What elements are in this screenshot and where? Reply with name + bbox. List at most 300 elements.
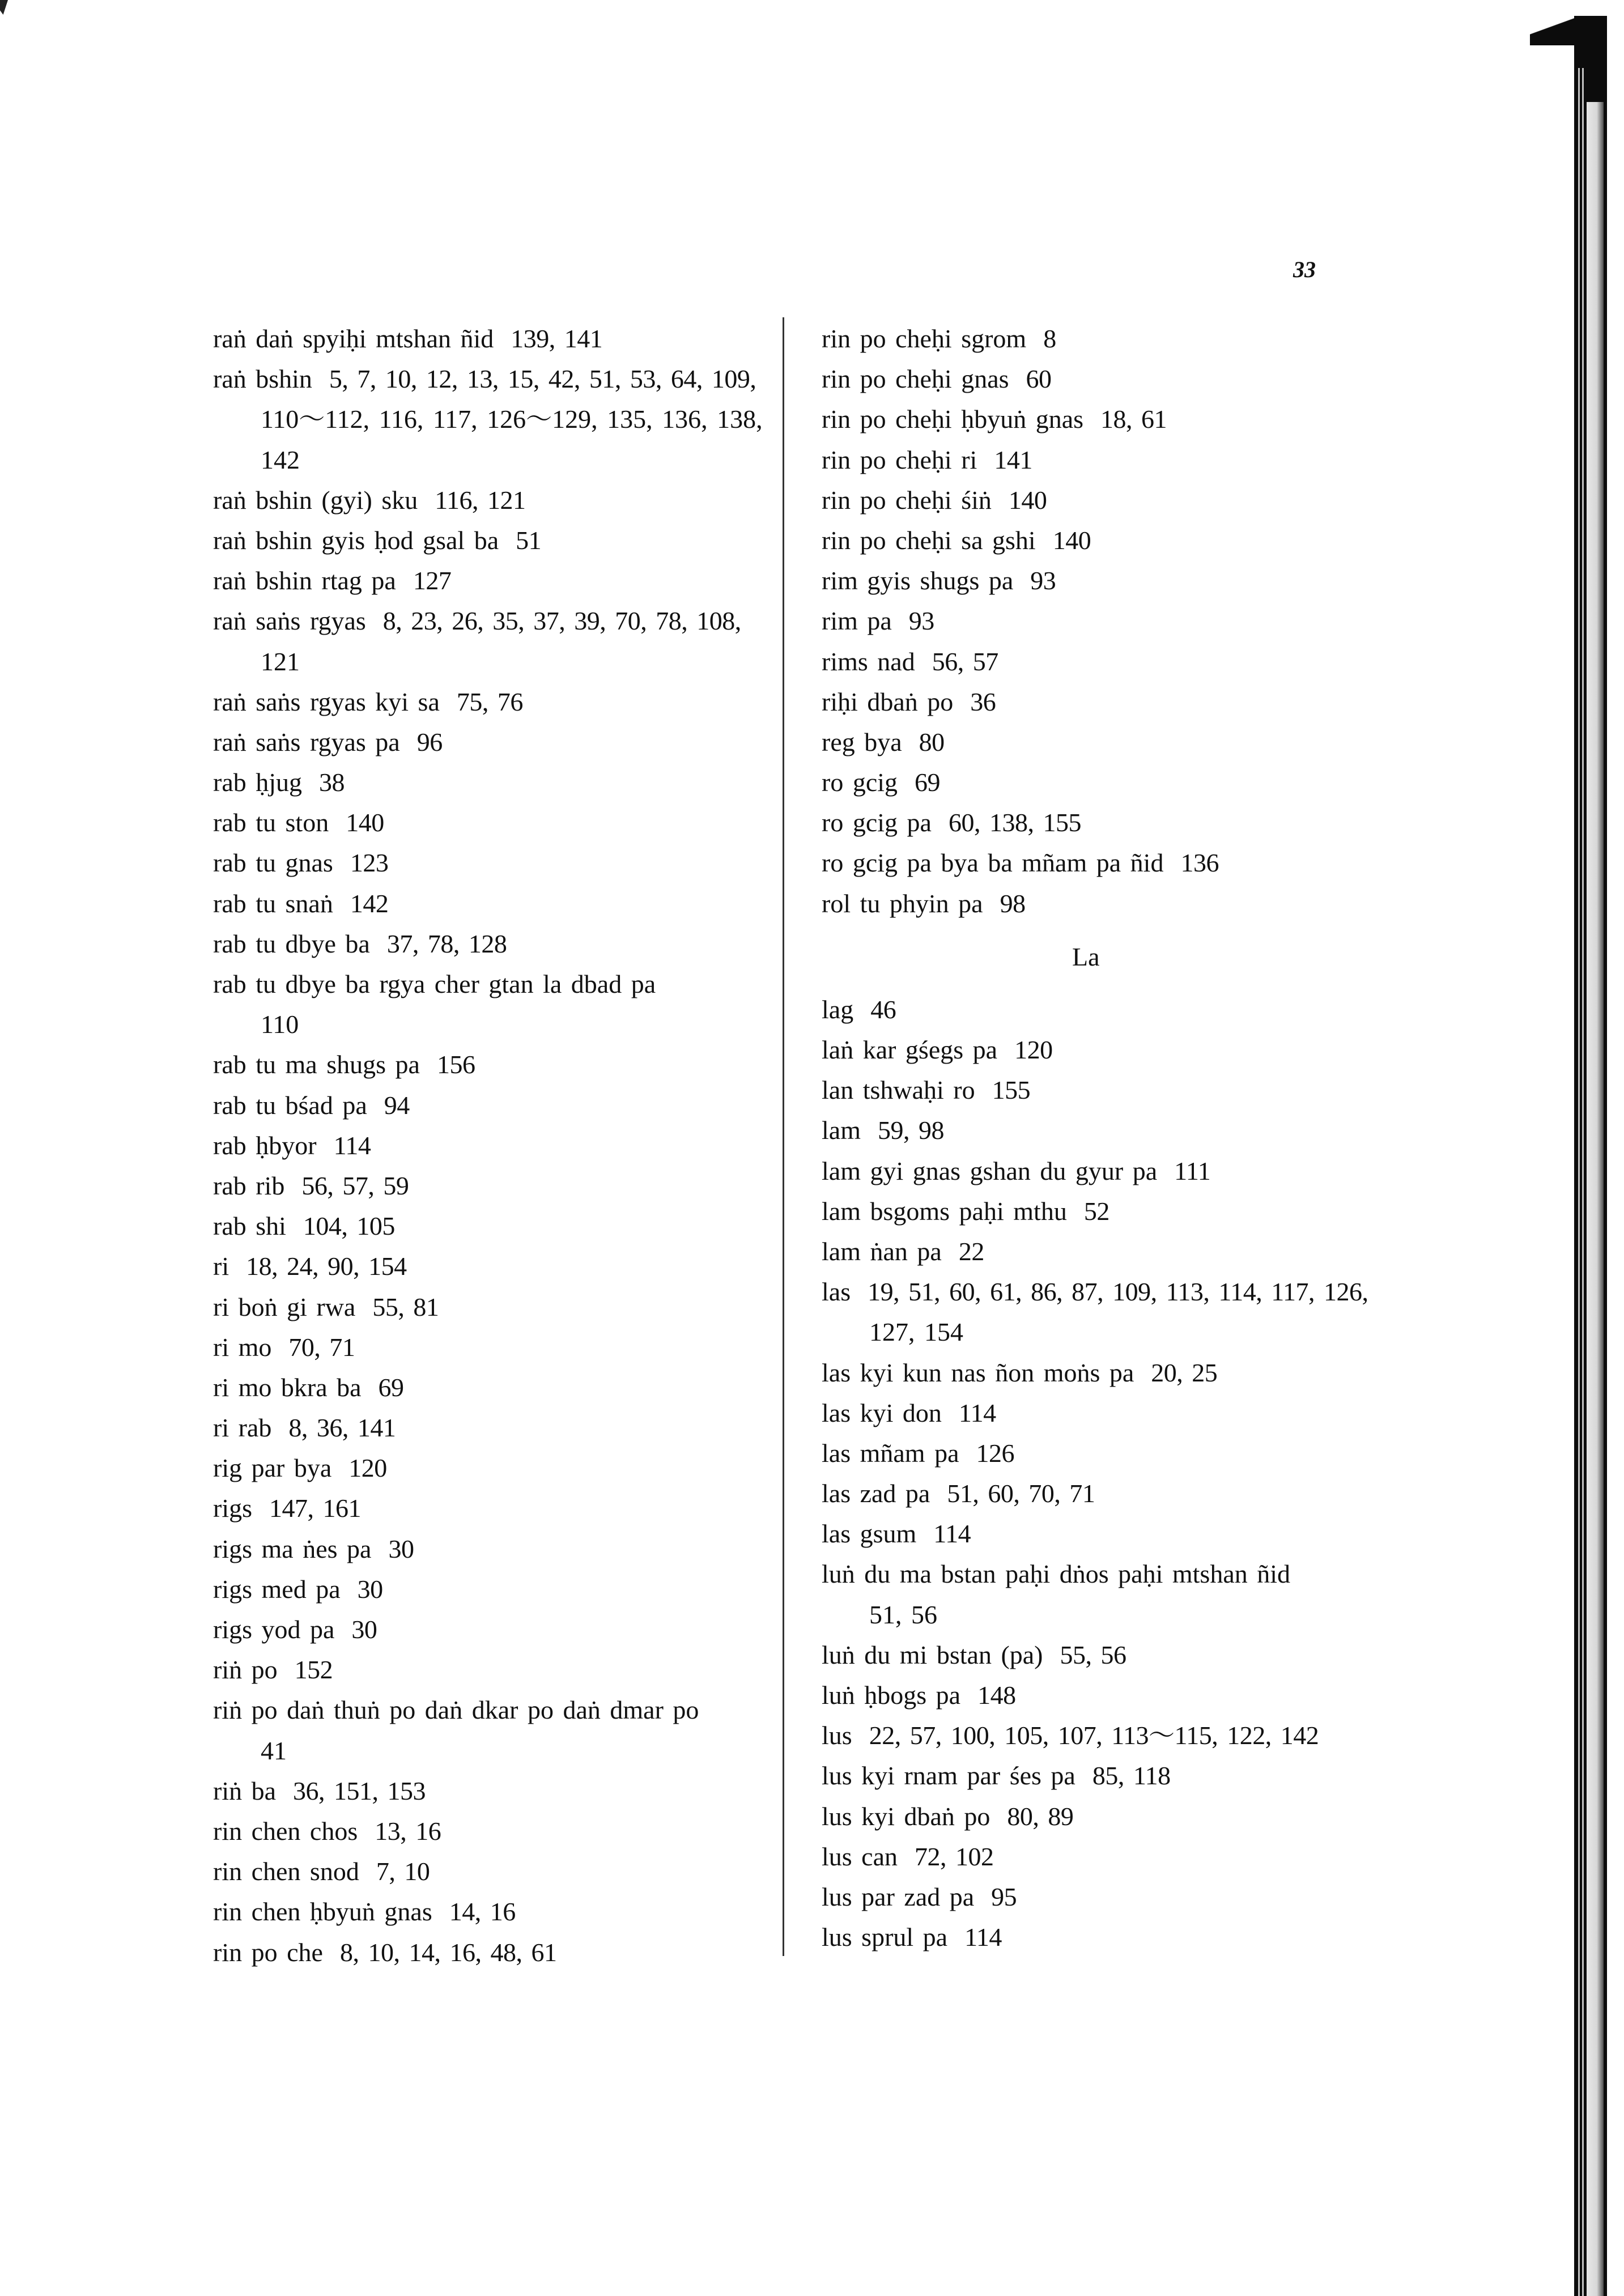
index-term: rin po cheḥi ḥbyuṅ gnas [822, 405, 1084, 434]
index-entry-line [213, 1569, 757, 1609]
index-term: lag [822, 994, 854, 1024]
page-references: 114 [333, 1130, 371, 1160]
page-references: 80, 89 [1007, 1801, 1074, 1831]
page-references: 30 [351, 1615, 377, 1644]
index-term: rin po cheḥi sa gshi [822, 525, 1036, 555]
index-entry-line [822, 1393, 1388, 1433]
index-entry-line [822, 1191, 1388, 1231]
index-term: las gsum [822, 1519, 917, 1549]
page-references: 20, 25 [1151, 1358, 1218, 1387]
page-references: 75, 76 [456, 687, 523, 716]
index-term: rab tu snaṅ [213, 888, 333, 918]
index-entry [822, 1917, 1388, 1957]
index-entry [822, 989, 1388, 1030]
index-entry [213, 1044, 757, 1085]
page-references: 114 [958, 1398, 996, 1427]
index-entry [822, 1191, 1388, 1231]
index-term: rol tu phyin pa [822, 888, 983, 918]
index-entry-line [822, 1433, 1388, 1473]
index-entry [822, 802, 1388, 843]
index-term: rigs ma ṅes pa [213, 1534, 372, 1563]
index-entry-line [213, 1166, 757, 1206]
index-term: rim gyis shugs pa [822, 566, 1014, 596]
index-entry [213, 722, 757, 762]
index-entry [822, 520, 1388, 560]
page-references: 36, 151, 153 [293, 1776, 426, 1805]
index-entry [213, 1408, 757, 1448]
page-references: 142 [350, 888, 389, 918]
index-entry [822, 1715, 1388, 1755]
index-entry [822, 1353, 1388, 1393]
index-term: lam bsgoms paḥi mthu [822, 1196, 1067, 1226]
index-entry-line [822, 318, 1388, 359]
index-entry [822, 359, 1388, 399]
index-entry-line [822, 989, 1388, 1030]
page-references: 111 [1174, 1156, 1211, 1185]
index-term: rin chen ḥbyuṅ gnas [213, 1897, 432, 1927]
index-term: rab tu dbye ba rgya cher gtan la dbad pa [213, 970, 656, 998]
page-references: 30 [388, 1534, 414, 1563]
index-entry [213, 1690, 757, 1770]
page-references: 60 [1026, 364, 1052, 394]
page-references-continued: 127, 154 [869, 1317, 963, 1347]
page-references-continued: 110 [261, 1010, 299, 1039]
page-references-continued: 142 [261, 445, 300, 474]
index-entry-line [213, 1649, 757, 1690]
index-entry [213, 1287, 757, 1327]
index-entry-line [822, 1030, 1388, 1070]
index-entry-line [213, 1932, 757, 1972]
page-references: 148 [977, 1681, 1016, 1710]
index-term: las kyi don [822, 1398, 942, 1427]
index-entry-line [213, 1125, 757, 1166]
index-term: riṅ ba [213, 1776, 277, 1805]
index-entry [213, 1609, 757, 1649]
page-references: 136 [1180, 848, 1219, 878]
index-entry-line [213, 318, 757, 359]
index-term: lus kyi rnam par śes pa [822, 1761, 1075, 1791]
index-entry-line [213, 964, 757, 1004]
index-entry [213, 1367, 757, 1408]
index-entry [213, 1448, 757, 1488]
page-references-continued: 121 [261, 647, 300, 676]
index-entry-line [822, 722, 1388, 762]
index-term: raṅ saṅs rgyas kyi sa [213, 687, 440, 716]
index-term: luṅ du ma bstan paḥi dṅos paḥi mtshan ñid [822, 1559, 1291, 1589]
scan-edge-fade [1587, 102, 1604, 2296]
index-entry [822, 1110, 1388, 1150]
index-entry-line [822, 1755, 1388, 1796]
index-entry [213, 1851, 757, 1891]
page-references: 69 [915, 768, 941, 797]
index-entry [213, 1891, 757, 1932]
index-entry [822, 843, 1388, 883]
page-references: 55, 56 [1060, 1640, 1126, 1669]
index-entry [822, 318, 1388, 359]
index-term: laṅ kar gśegs pa [822, 1035, 998, 1064]
index-term: luṅ du mi bstan (pa) [822, 1640, 1043, 1669]
index-term: riṅ po daṅ thuṅ po daṅ dkar po daṅ dmar po [213, 1695, 699, 1725]
index-term: lus sprul pa [822, 1923, 948, 1952]
page-references: 96 [416, 727, 443, 756]
index-entry-line [822, 560, 1388, 601]
index-term: ri boṅ gi rwa [213, 1292, 356, 1321]
index-entry [822, 1513, 1388, 1554]
page-references: 141 [994, 445, 1032, 474]
index-entry [822, 1675, 1388, 1715]
column-divider [783, 317, 784, 1956]
index-term: rab tu bśad pa [213, 1090, 367, 1120]
page-references: 93 [908, 606, 934, 636]
index-entry [213, 682, 757, 722]
index-entry-line [213, 1771, 757, 1811]
page-references: 93 [1030, 566, 1056, 596]
index-term: rab shi [213, 1211, 286, 1241]
index-entry-line [213, 359, 757, 399]
page-references: 155 [992, 1075, 1031, 1105]
index-entry-line [822, 1231, 1388, 1272]
index-entry-line [822, 601, 1388, 641]
page-references: 37, 78, 128 [386, 929, 507, 958]
index-term: lam ṅan pa [822, 1236, 942, 1266]
index-entry-line [213, 1891, 757, 1932]
index-entry [213, 520, 757, 560]
index-entry [213, 802, 757, 843]
index-entry-line [213, 520, 757, 560]
index-entry-line [213, 722, 757, 762]
page-references: 51 [516, 525, 542, 555]
index-term: reg bya [822, 727, 902, 756]
page-references: 8, 36, 141 [288, 1413, 396, 1443]
page-references: 126 [976, 1438, 1014, 1468]
index-term: lus kyi dbaṅ po [822, 1801, 990, 1831]
index-entry [822, 1272, 1388, 1352]
index-entry [822, 440, 1388, 480]
index-entry-line [822, 1353, 1388, 1393]
page-references: 156 [436, 1050, 475, 1079]
index-entry [213, 1649, 757, 1690]
index-entry-line [213, 560, 757, 601]
index-entry [213, 762, 757, 802]
index-term: ri mo [213, 1332, 272, 1362]
index-term: rim pa [822, 606, 892, 636]
index-entry [822, 1554, 1388, 1634]
index-entry-line [213, 1367, 757, 1408]
index-term: raṅ saṅs rgyas pa [213, 727, 400, 756]
index-entry [822, 1433, 1388, 1473]
page-references: 19, 51, 60, 61, 86, 87, 109, 113, 114, 117, 126, [868, 1277, 1368, 1307]
index-term: rab rib [213, 1171, 285, 1200]
index-entry-line [213, 1085, 757, 1125]
index-entry-line [213, 924, 757, 964]
index-entry-line [213, 802, 757, 843]
index-entry-line [213, 1488, 757, 1528]
index-entry-line [822, 1110, 1388, 1150]
page-references: 140 [346, 808, 384, 837]
page-references: 140 [1008, 485, 1047, 515]
page-references: 116, 121 [435, 485, 526, 515]
index-entry [213, 883, 757, 924]
index-entry-line [822, 762, 1388, 802]
page-references: 114 [964, 1923, 1002, 1952]
index-term: rigs med pa [213, 1574, 341, 1604]
index-entry [822, 1877, 1388, 1917]
page-references: 18, 24, 90, 154 [246, 1252, 407, 1281]
index-entry [822, 1030, 1388, 1070]
index-entry-line [822, 1796, 1388, 1836]
index-entry [213, 480, 757, 520]
page-references: 94 [384, 1090, 410, 1120]
index-entry [213, 924, 757, 964]
page-references: 120 [1014, 1035, 1053, 1064]
index-term: ri [213, 1252, 229, 1281]
index-entry [822, 1070, 1388, 1110]
index-entry-line [213, 1811, 757, 1851]
index-entry-line [822, 1715, 1388, 1755]
page-references: 14, 16 [449, 1897, 516, 1927]
page-references: 8 [1043, 324, 1056, 353]
scan-corner-mark [0, 0, 8, 15]
page-references: 59, 98 [877, 1116, 944, 1145]
index-entry-line [213, 601, 757, 641]
index-entry-line [822, 641, 1388, 682]
index-entry [822, 1393, 1388, 1433]
index-term: las mñam pa [822, 1438, 959, 1468]
index-entry [822, 560, 1388, 601]
index-entry-line [213, 480, 757, 520]
index-term: rin chen snod [213, 1857, 359, 1886]
index-entry [822, 1231, 1388, 1272]
page-references: 18, 61 [1100, 405, 1167, 434]
index-entry [213, 560, 757, 601]
page-references: 8, 10, 14, 16, 48, 61 [339, 1937, 557, 1967]
index-entry-line [822, 399, 1388, 439]
index-column-right [822, 318, 1388, 1957]
page-references: 55, 81 [372, 1292, 439, 1321]
index-term: ro gcig pa [822, 808, 932, 837]
index-entry [822, 762, 1388, 802]
index-entry-line [213, 1408, 757, 1448]
index-entry [822, 883, 1388, 924]
index-entry [213, 318, 757, 359]
index-entry [822, 1473, 1388, 1513]
index-entry-line [822, 359, 1388, 399]
index-entry-line [213, 1851, 757, 1891]
index-term: lus par zad pa [822, 1882, 975, 1911]
index-term: rab tu ston [213, 808, 329, 837]
index-entry-line [822, 843, 1388, 883]
index-entry-line [213, 1529, 757, 1569]
index-term: las kyi kun nas ñon moṅs pa [822, 1358, 1134, 1387]
page-references: 95 [991, 1882, 1017, 1911]
index-entry [213, 843, 757, 883]
index-entry-line [213, 682, 757, 722]
index-term: luṅ ḥbogs pa [822, 1681, 961, 1710]
index-term: ro gcig pa bya ba mñam pa ñid [822, 848, 1164, 878]
index-term: rab tu gnas [213, 848, 333, 878]
index-term: raṅ daṅ spyiḥi mtshan ñid [213, 324, 494, 353]
index-term: raṅ bshin (gyi) sku [213, 485, 418, 515]
index-term: rin chen chos [213, 1816, 358, 1846]
index-entry [822, 399, 1388, 439]
page-references: 114 [933, 1519, 971, 1549]
index-entry-line [822, 1635, 1388, 1675]
index-entry [822, 1836, 1388, 1877]
scan-edge-line [1578, 68, 1580, 2296]
index-entry-line [213, 1327, 757, 1367]
page-references: 123 [350, 848, 389, 878]
index-entry-line [822, 480, 1388, 520]
index-term: raṅ bshin gyis ḥod gsal ba [213, 525, 499, 555]
index-entry [213, 1085, 757, 1125]
index-term: rab ḥbyor [213, 1130, 317, 1160]
index-entry-line [822, 1675, 1388, 1715]
page-references: 38 [319, 768, 345, 797]
page-references: 22 [958, 1236, 984, 1266]
page-references-continued: 110～112, 116, 117, 126～129, 135, 136, 138, [261, 405, 763, 434]
page-references: 51, 60, 70, 71 [947, 1479, 1095, 1508]
page-references: 152 [294, 1655, 333, 1685]
page-references: 80 [919, 727, 945, 756]
index-term: rigs yod pa [213, 1615, 335, 1644]
index-entry-line [822, 883, 1388, 924]
index-entry-line [822, 802, 1388, 843]
index-entry [213, 1569, 757, 1609]
index-term: rin po che [213, 1937, 323, 1967]
index-entry-line [822, 1917, 1388, 1957]
index-term: raṅ saṅs rgyas [213, 606, 366, 636]
page-references: 30 [357, 1574, 383, 1604]
page-references: 8, 23, 26, 35, 37, 39, 70, 78, 108, [382, 606, 741, 636]
index-entry [213, 1811, 757, 1851]
index-entry-line [822, 1070, 1388, 1110]
index-term: rig par bya [213, 1453, 332, 1483]
index-term: lus [822, 1721, 852, 1750]
index-entry-line [213, 843, 757, 883]
page-references: 139, 141 [511, 324, 603, 353]
index-entry [213, 1932, 757, 1972]
index-entry [213, 601, 757, 681]
index-term: rab tu ma shugs pa [213, 1050, 420, 1079]
index-entry [822, 1635, 1388, 1675]
index-term: rab tu dbye ba [213, 929, 370, 958]
page-references: 22, 57, 100, 105, 107, 113～115, 122, 142 [869, 1721, 1319, 1750]
index-term: ri mo bkra ba [213, 1372, 362, 1402]
index-entry [213, 1488, 757, 1528]
index-entry-line [822, 520, 1388, 560]
page-references: 52 [1083, 1196, 1109, 1226]
index-entry [822, 722, 1388, 762]
index-entry [213, 359, 763, 480]
index-entry [213, 1206, 757, 1246]
page-references: 69 [378, 1372, 404, 1402]
page-references: 147, 161 [269, 1494, 361, 1523]
index-entry [822, 1151, 1388, 1191]
index-entry-line [213, 883, 757, 924]
page-references: 56, 57 [932, 647, 998, 676]
index-entry [213, 964, 757, 1044]
index-term: las [822, 1277, 851, 1307]
index-entry-line [213, 1609, 757, 1649]
page-number: 33 [1293, 257, 1316, 282]
index-entry-line [822, 1151, 1388, 1191]
index-entry-line [822, 1272, 1388, 1312]
index-term: riṅ po [213, 1655, 278, 1685]
index-entry [213, 1771, 757, 1811]
page-references: 127 [413, 566, 452, 596]
index-entry [822, 1755, 1388, 1796]
index-entry-line [213, 1690, 757, 1730]
index-term: rin po cheḥi sgrom [822, 324, 1027, 353]
index-term: rin po cheḥi śiṅ [822, 485, 992, 515]
page-references: 5, 7, 10, 12, 13, 15, 42, 51, 53, 64, 109, [329, 364, 756, 394]
index-term: raṅ bshin rtag pa [213, 566, 396, 596]
index-entry-line [213, 762, 757, 802]
index-entry-line [822, 440, 1388, 480]
index-term: lam [822, 1116, 861, 1145]
index-term: lam gyi gnas gshan du gyur pa [822, 1156, 1158, 1185]
index-entry-line [822, 1836, 1388, 1877]
index-entry-line [213, 1448, 757, 1488]
section-heading: La [1072, 942, 1100, 971]
index-entry-line [822, 1554, 1388, 1594]
index-term: las zad pa [822, 1479, 930, 1508]
index-entry [213, 1246, 757, 1286]
index-term: rab ḥjug [213, 768, 303, 797]
index-entry [213, 1125, 757, 1166]
index-entry [213, 1327, 757, 1367]
page-references: 70, 71 [288, 1332, 355, 1362]
index-entry [213, 1529, 757, 1569]
index-entry [822, 601, 1388, 641]
index-entry-line [822, 1513, 1388, 1554]
index-entry [822, 480, 1388, 520]
index-entry-line [213, 1287, 757, 1327]
index-term: lan tshwaḥi ro [822, 1075, 975, 1105]
index-column-left [213, 318, 763, 1972]
page-references: 46 [870, 994, 896, 1024]
index-term: rin po cheḥi ri [822, 445, 977, 474]
index-term: raṅ bshin [213, 364, 312, 394]
index-entry [822, 1796, 1388, 1836]
index-entry [822, 641, 1388, 682]
index-term: ri rab [213, 1413, 272, 1443]
page-references: 56, 57, 59 [301, 1171, 409, 1200]
page-references-continued: 41 [261, 1736, 287, 1765]
index-term: lus can [822, 1842, 898, 1871]
index-entry-line [213, 1206, 757, 1246]
page-references: 140 [1052, 525, 1091, 555]
scan-edge-shadow [1530, 0, 1575, 45]
index-term: rigs [213, 1494, 252, 1523]
index-entry-line [213, 1246, 757, 1286]
page-references: 120 [348, 1453, 387, 1483]
index-entry-line [213, 1044, 757, 1085]
page-references: 13, 16 [375, 1816, 441, 1846]
index-entry [213, 1166, 757, 1206]
page-references: 72, 102 [915, 1842, 994, 1871]
index-term: riḥi dbaṅ po [822, 687, 954, 716]
page-references: 60, 138, 155 [948, 808, 1081, 837]
page-references: 104, 105 [303, 1211, 395, 1241]
index-term: rims nad [822, 647, 915, 676]
index-entry-line [822, 1877, 1388, 1917]
index-entry-line [822, 682, 1388, 722]
index-term: rin po cheḥi gnas [822, 364, 1009, 394]
page-references: 7, 10 [376, 1857, 430, 1886]
scan-edge-line [1582, 68, 1584, 2296]
page-references: 85, 118 [1092, 1761, 1171, 1791]
